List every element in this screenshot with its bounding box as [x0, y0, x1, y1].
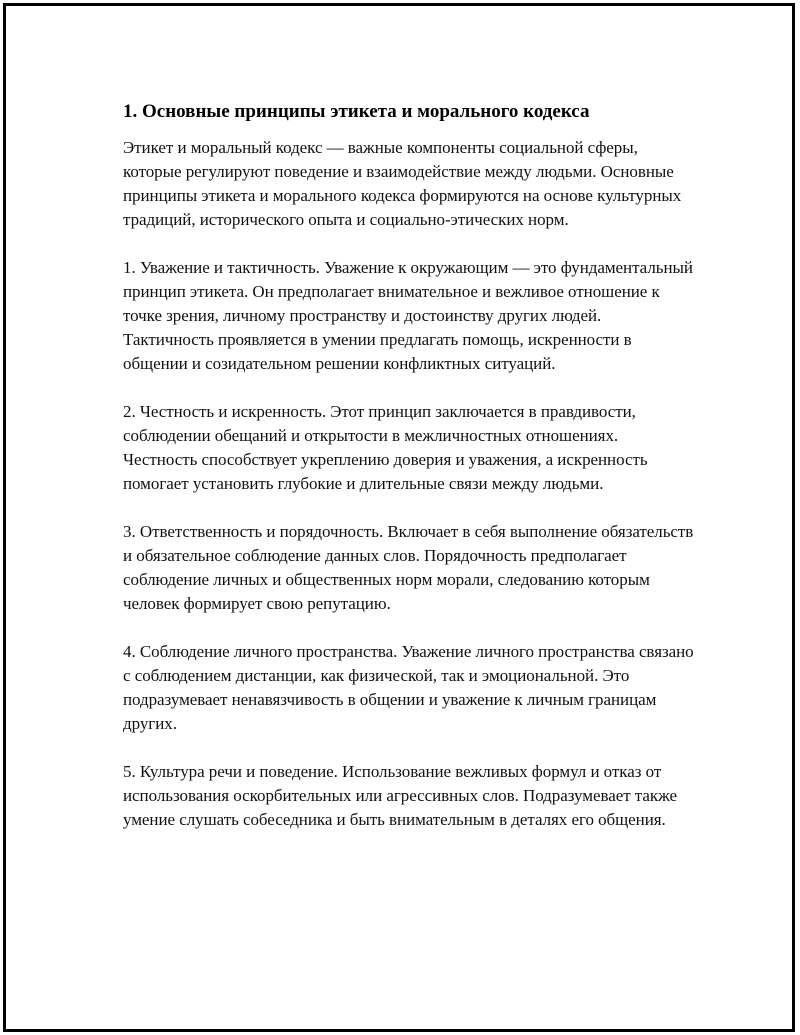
- document-body: [123, 98, 695, 832]
- paragraph-intro: Этикет и моральный кодекс — важные компоненты социальной сферы, которые регулируют поведение и взаимодействие между людьми. Основные принципы этикета и морального кодекса формируются на основе культурных традиций, исторического опыта и социально-этических норм.: [123, 138, 682, 229]
- paragraph-principle-4: 4. Соблюдение личного пространства. Уважение личного пространства связано с соблюдением дистанции, как физической, так и эмоциональной. Это подразумевает ненавязчивость в общении и уважение к личным границам других.: [123, 642, 694, 733]
- page-frame: [3, 3, 795, 1032]
- document-title: 1. Основные принципы этикета и морального кодекса: [123, 101, 590, 122]
- paragraph-principle-3: 3. Ответственность и порядочность. Включает в себя выполнение обязательств и обязательное соблюдение данных слов. Порядочность предполагает соблюдение личных и общественных норм морали, следованию которым человек формирует свою репутацию.: [123, 522, 694, 613]
- paragraph-principle-1: 1. Уважение и тактичность. Уважение к окружающим — это фундаментальный принцип этикета. Он предполагает внимательное и вежливое отношение к точке зрения, личному пространству и достоинству других людей. Тактичность проявляется в умении предлагать помощь, искренности в общении и созидательном решении конфликтных ситуаций.: [123, 258, 693, 373]
- paragraph-principle-5: 5. Культура речи и поведение. Использование вежливых формул и отказ от использования оскорбительных или агрессивных слов. Подразумевает также умение слушать собеседника и быть внимательным в деталях его общения.: [123, 762, 678, 829]
- paragraph-principle-2: 2. Честность и искренность. Этот принцип заключается в правдивости, соблюдении обещаний и открытости в межличностных отношениях. Честность способствует укреплению доверия и уважения, а искренность помогает установить глубокие и длительные связи между людьми.: [123, 402, 648, 493]
